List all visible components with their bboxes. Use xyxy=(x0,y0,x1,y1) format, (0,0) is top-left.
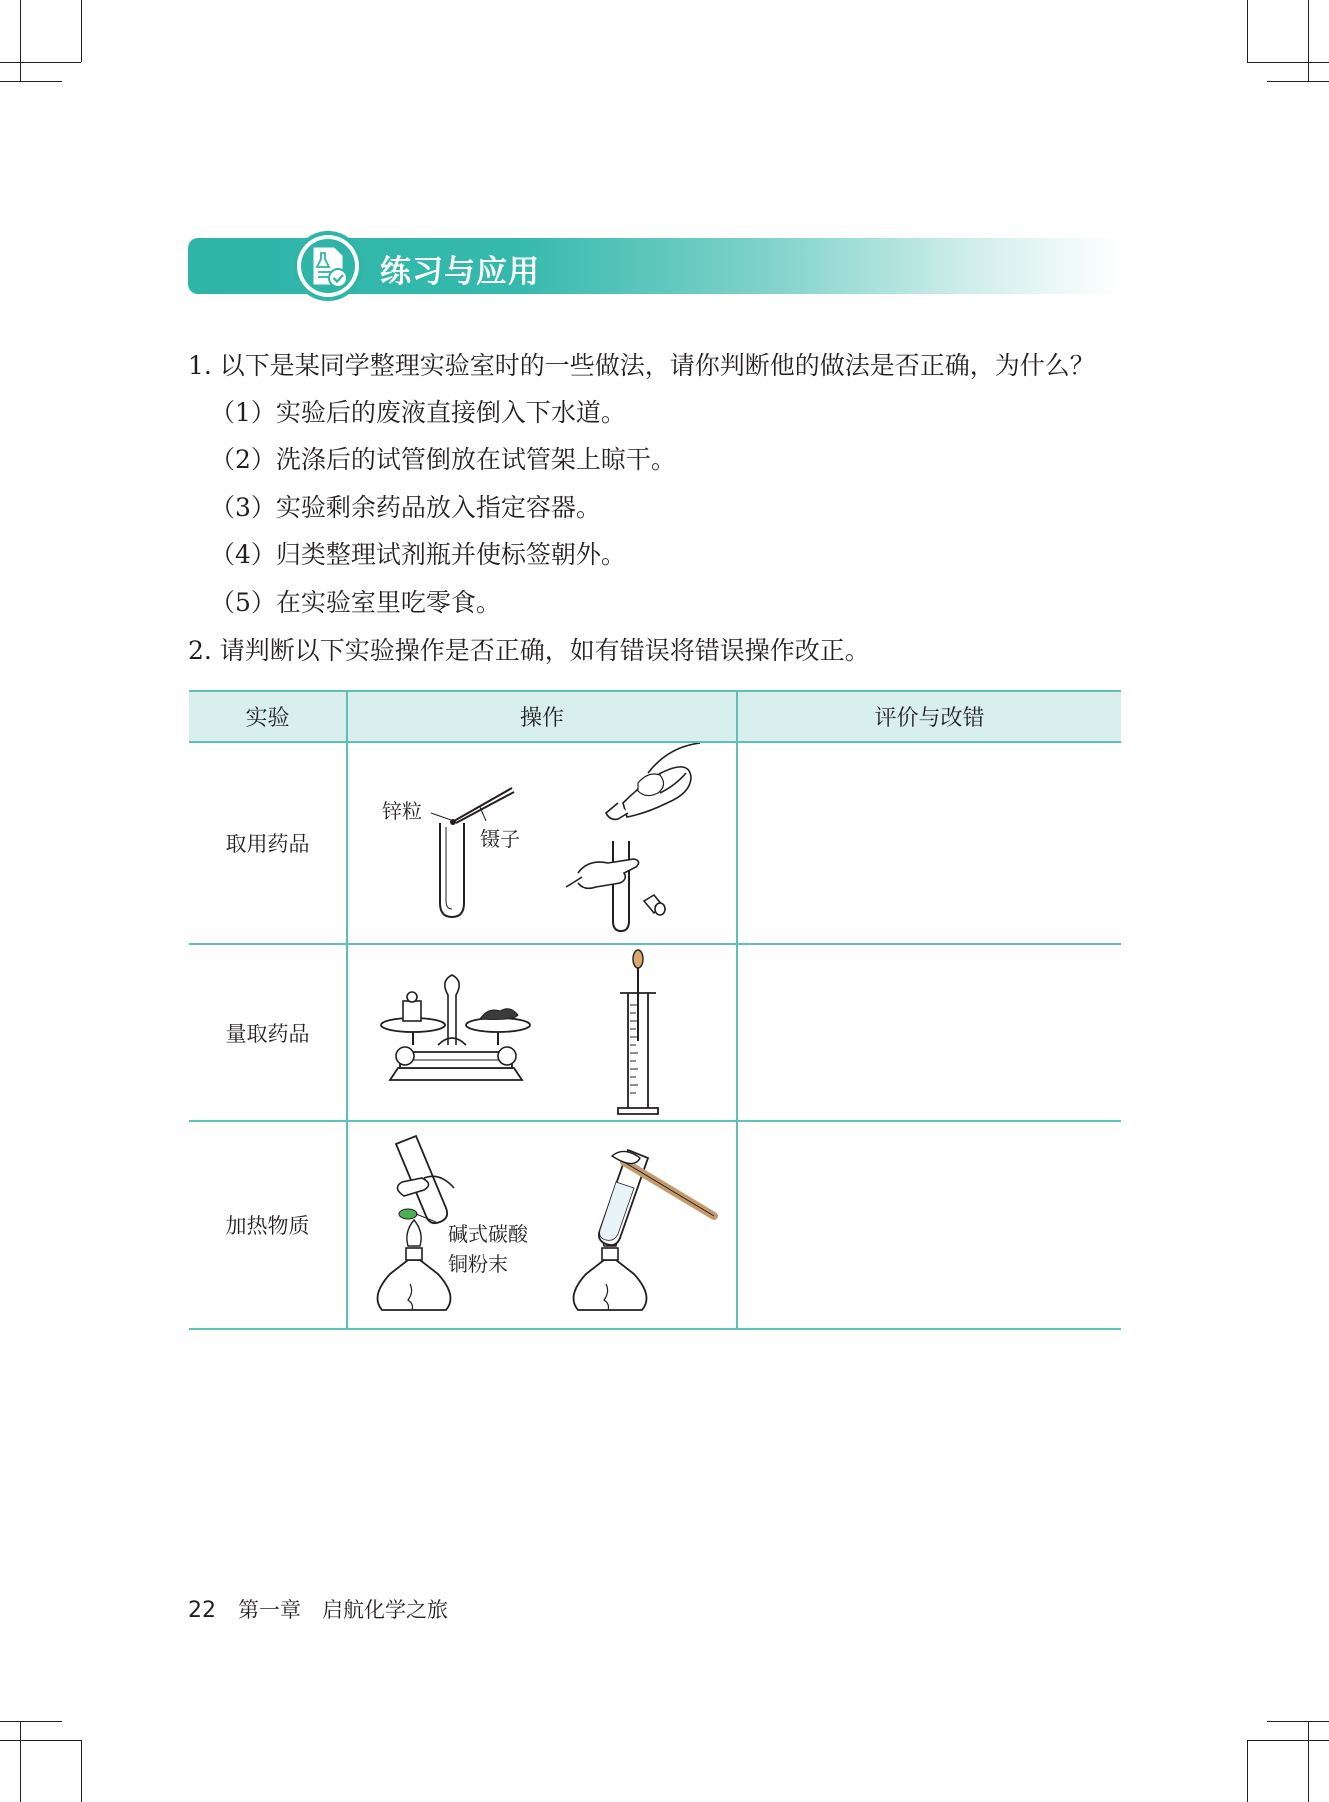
exercise-document-icon xyxy=(292,230,364,302)
question-2: 2. 请判断以下实验操作是否正确，如有错误将错误操作改正。 xyxy=(188,636,870,665)
table-header-row xyxy=(189,691,1121,742)
label-basic-copper-carbonate-1: 碱式碳酸 xyxy=(448,1222,528,1246)
header-operation: 操作 xyxy=(347,691,737,742)
balance-cylinder-illustration xyxy=(348,945,734,1120)
question-1-item: （1）实验后的废液直接倒入下水道。 xyxy=(210,398,626,427)
label-tweezers: 镊子 xyxy=(480,827,520,851)
experiment-name: 加热物质 xyxy=(189,1121,347,1329)
page-footer xyxy=(188,1594,448,1624)
operation-illustration xyxy=(347,1121,737,1329)
section-title: 练习与应用 xyxy=(380,254,540,290)
experiment-table xyxy=(189,690,1121,1330)
evaluation-cell xyxy=(737,1121,1121,1329)
evaluation-cell xyxy=(737,742,1121,944)
header-experiment: 实验 xyxy=(189,691,347,742)
question-1-item: （4）归类整理试剂瓶并使标签朝外。 xyxy=(210,540,626,569)
question-1-item: （2）洗涤后的试管倒放在试管架上晾干。 xyxy=(210,445,676,474)
question-1-item: （3）实验剩余药品放入指定容器。 xyxy=(210,493,601,522)
evaluation-cell xyxy=(737,944,1121,1121)
label-zinc: 锌粒 xyxy=(382,799,422,823)
question-1-item: （5）在实验室里吃零食。 xyxy=(210,588,501,617)
question-1: 1. 以下是某同学整理实验室时的一些做法，请你判断他的做法是否正确，为什么？ xyxy=(188,351,1095,380)
table-row xyxy=(189,1121,1121,1329)
chapter-title: 第一章 启航化学之旅 xyxy=(238,1598,448,1622)
heating-illustration xyxy=(348,1122,734,1328)
experiment-name: 量取药品 xyxy=(189,944,347,1121)
label-basic-copper-carbonate-2: 铜粉末 xyxy=(448,1252,508,1276)
table-row xyxy=(189,742,1121,944)
page-number: 22 xyxy=(188,1598,216,1623)
operation-illustration xyxy=(347,944,737,1121)
zinc-tweezers-illustration xyxy=(348,743,734,943)
experiment-name: 取用药品 xyxy=(189,742,347,944)
header-evaluation: 评价与改错 xyxy=(737,691,1121,742)
table-row xyxy=(189,944,1121,1121)
operation-illustration xyxy=(347,742,737,944)
